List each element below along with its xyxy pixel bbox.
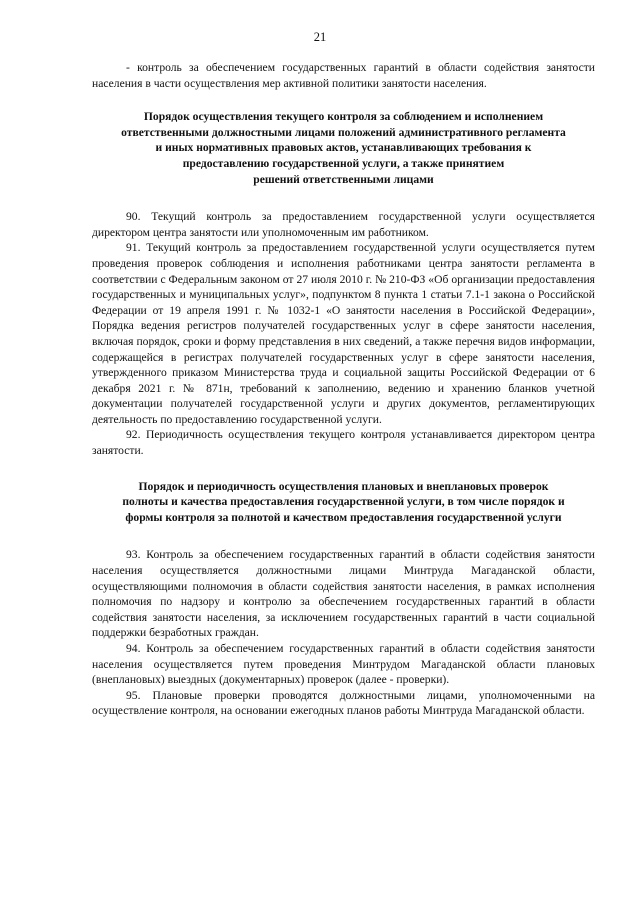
heading-line: формы контроля за полнотой и качеством предоставления государственной услуги — [125, 510, 562, 524]
paragraph-94: 94. Контроль за обеспечением государственных гарантий в области содействия занятости населения осуществляется путем проведения Минтрудом Магаданской области плановых (внеплановых) выездных (документарных) проверок (далее - проверки). — [92, 642, 595, 687]
paragraph-92: 92. Периодичность осуществления текущего контроля устанавливается директором центра занятости. — [92, 428, 595, 458]
heading-line: полноты и качества предоставления государственной услуги, в том числе порядок и — [122, 495, 565, 509]
paragraph-95: 95. Плановые проверки проводятся должностными лицами, уполномоченными на осуществление контроля, на основании ежегодных планов работы Минтруда Магаданской области. — [92, 688, 595, 718]
page-number: 21 — [313, 30, 327, 44]
paragraph-93: 93. Контроль за обеспечением государственных гарантий в области содействия занятости населения осуществляется должностными лицами Минтруда Магаданской области, осуществляющими полномочия в области содействия занятости населения, в рамках исполнения полномочия по надзору и контролю за обеспечением государственных гарантий в области содействия занятости населения, за исключением государственных гарантий в части социальной поддержки безработных граждан. — [92, 548, 595, 640]
heading-line: решений ответственными лицами — [253, 172, 434, 186]
section-heading-inspections — [92, 479, 595, 526]
heading-line: ответственными должностными лицами положений административного регламента — [121, 125, 566, 139]
heading-line: Порядок осуществления текущего контроля за соблюдением и исполнением — [143, 110, 544, 124]
document-body — [92, 60, 595, 719]
paragraph-91: 91. Текущий контроль за предоставлением государственной услуги осуществляется путем проведения проверок соблюдения и исполнения работниками центра занятости регламента в соответствии с Федеральным законом от 27 июля 2010 г. № 210-ФЗ «Об организации предоставления государственных и муниципальных услуг», подпунктом 8 пункта 1 статьи 7.1-1 закона о Российской Федерации от 19 апреля 1991 г. № 1032-1 «О занятости населения в Российской Федерации», Порядка ведения регистров получателей государственных услуг в сфере занятости населения, включая порядок, сроки и форму представления в них сведений, а также перечня видов информации, содержащейся в регистрах получателей государственных услуг в сфере занятости населения, утвержденного приказом Министерства труда и социальной защиты Российской Федерации от 6 декабря 2021 г. № 871н, требований к заполнению, ведению и хранению бланков учетной документации получателей государственной услуги и других документов, регламентирующих деятельность по предоставлению государственной услуги. — [92, 241, 595, 426]
paragraph-intro: - контроль за обеспечением государственных гарантий в области содействия занятости населения в части осуществления мер активной политики занятости населения. — [92, 61, 595, 90]
heading-line: и иных нормативных правовых актов, устанавливающих требования к — [155, 141, 532, 155]
heading-line: предоставлению государственной услуги, а также принятием — [182, 156, 505, 170]
paragraph-90: 90. Текущий контроль за предоставлением государственной услуги осуществляется директором центра занятости или уполномоченным им работником. — [92, 210, 595, 239]
section-heading-current-control — [92, 109, 595, 187]
heading-line: Порядок и периодичность осуществления плановых и внеплановых проверок — [138, 479, 549, 493]
